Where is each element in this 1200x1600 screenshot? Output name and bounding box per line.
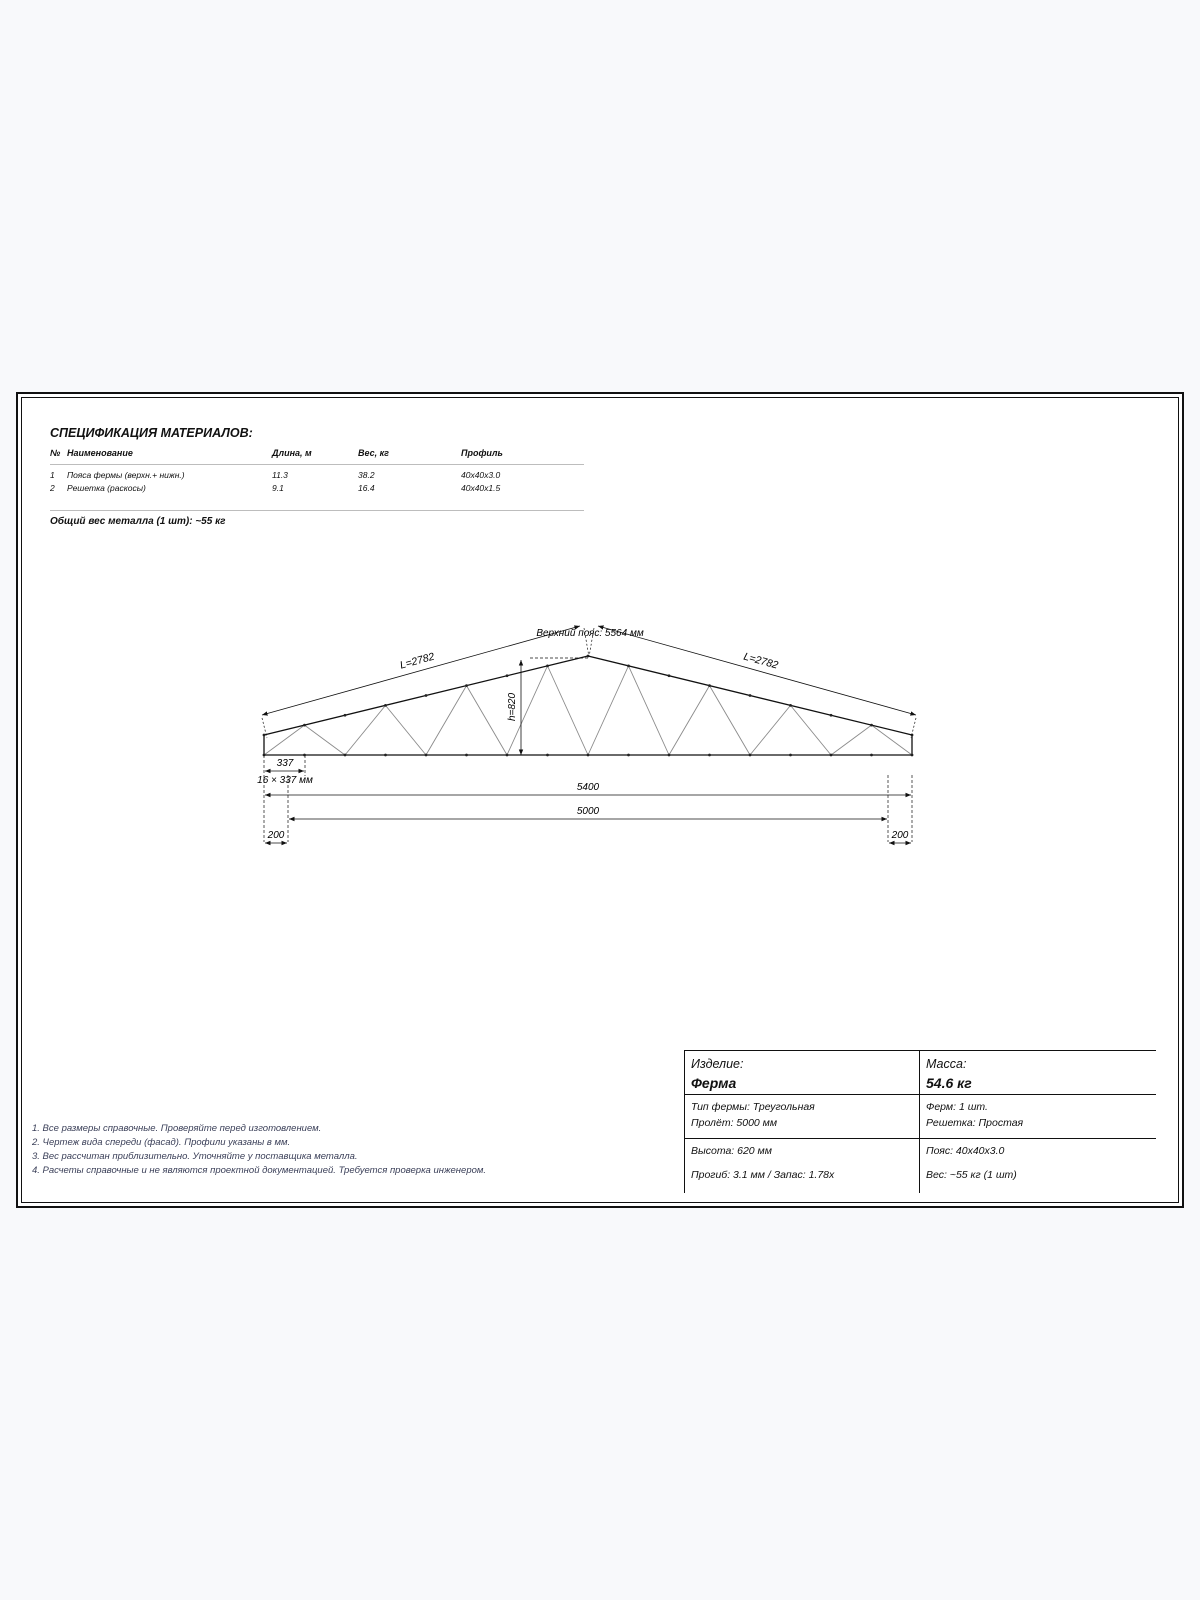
truss-node xyxy=(830,754,833,757)
truss-node xyxy=(384,754,387,757)
diagonal-member xyxy=(669,686,710,755)
height-label: h=820 xyxy=(507,692,518,722)
diagonal-member xyxy=(467,686,508,755)
left-slope-label: L=2782 xyxy=(398,650,436,672)
truss-node xyxy=(465,684,468,687)
title-block-type xyxy=(684,1094,919,1138)
left-slope-dimension xyxy=(262,626,580,715)
truss-chord: Пояс: 40x40x3.0 xyxy=(926,1145,1005,1157)
truss-node xyxy=(830,714,833,717)
title-block xyxy=(684,1050,1156,1193)
truss-node xyxy=(344,754,347,757)
spec-cell: 16.4 xyxy=(358,483,375,493)
truss-node xyxy=(789,754,792,757)
truss-node xyxy=(303,754,306,757)
truss-node xyxy=(344,714,347,717)
diagonal-member xyxy=(831,725,872,755)
title-block-height xyxy=(684,1138,919,1193)
total-length-label: 5400 xyxy=(576,782,600,793)
truss-node xyxy=(708,684,711,687)
spec-title: СПЕЦИФИКАЦИЯ МАТЕРИАЛОВ: xyxy=(50,426,253,440)
truss-node xyxy=(384,704,387,707)
diagonal-member xyxy=(588,666,629,755)
diagonal-member xyxy=(345,705,386,755)
title-block-mass xyxy=(919,1050,1156,1094)
notes xyxy=(32,1122,486,1178)
truss-node xyxy=(870,724,873,727)
diagonal-member xyxy=(305,725,346,755)
truss-node xyxy=(303,724,306,727)
spec-cell: 9.1 xyxy=(272,483,284,493)
spec-header-num: № xyxy=(50,448,61,458)
note-item: 2. Чертеж вида спереди (фасад). Профили указаны в мм. xyxy=(32,1137,291,1148)
note-item: 3. Вес рассчитан приблизительно. Уточняйте у поставщика металла. xyxy=(32,1151,358,1162)
spec-cell: 40x40x1.5 xyxy=(461,483,501,493)
truss-node xyxy=(911,754,914,757)
mass-value: 54.6 кг xyxy=(926,1075,972,1091)
diagonal-member xyxy=(548,666,589,755)
drawing-sheet xyxy=(16,392,1184,1208)
right-slope-label: L=2782 xyxy=(742,650,780,672)
spec-header-weight: Вес, кг xyxy=(358,448,389,458)
diagonal-member xyxy=(750,705,791,755)
diagonal-member xyxy=(791,705,832,755)
spec-cell: Пояса фермы (верхн.+ нижн.) xyxy=(67,470,185,480)
product-value: Ферма xyxy=(691,1075,737,1091)
truss-node xyxy=(870,754,873,757)
spec-total: Общий вес металла (1 шт): ~55 кг xyxy=(50,516,226,527)
truss-weight: Вес: ~55 кг (1 шт) xyxy=(926,1169,1017,1181)
truss-node xyxy=(668,754,671,757)
truss-node xyxy=(587,754,590,757)
mass-label: Масса: xyxy=(926,1057,967,1071)
truss-nodes xyxy=(263,655,914,757)
note-item: 1. Все размеры справочные. Проверяйте перед изготовлением. xyxy=(32,1123,322,1134)
spec-cell: 1 xyxy=(50,470,55,480)
truss-node xyxy=(465,754,468,757)
panels-label: 16 × 337 мм xyxy=(257,775,313,786)
truss-chords xyxy=(264,656,912,755)
truss-height: Высота: 620 мм xyxy=(691,1145,772,1157)
truss-node xyxy=(749,754,752,757)
spec-cell: 38.2 xyxy=(358,470,375,480)
note-item: 4. Расчеты справочные и не являются проектной документацией. Требуется проверка инженером. xyxy=(32,1165,487,1176)
truss-node xyxy=(506,674,509,677)
title-block-chord xyxy=(919,1138,1156,1193)
truss-node xyxy=(668,674,671,677)
truss-type: Тип фермы: Треугольная xyxy=(691,1101,815,1113)
right-overhang-label: 200 xyxy=(891,830,909,841)
left-overhang-label: 200 xyxy=(267,830,285,841)
truss-count: Ферм: 1 шт. xyxy=(926,1101,988,1113)
truss-lattice-type: Решетка: Простая xyxy=(926,1117,1024,1129)
truss-node xyxy=(546,664,549,667)
product-label: Изделие: xyxy=(691,1057,744,1071)
truss-node xyxy=(263,734,266,737)
spec-header-name: Наименование xyxy=(67,448,133,458)
spec-cell: 40x40x3.0 xyxy=(461,470,501,480)
spec-cell: 2 xyxy=(50,483,55,493)
diagonal-member xyxy=(710,686,751,755)
panel-label: 337 xyxy=(276,758,294,769)
truss-node xyxy=(425,754,428,757)
spec-cell: Решетка (раскосы) xyxy=(67,483,146,493)
truss-node xyxy=(708,754,711,757)
spec-header-profile: Профиль xyxy=(461,448,503,458)
truss-span: Пролёт: 5000 мм xyxy=(691,1117,778,1129)
top-chord-label: Верхний пояс: 5564 мм xyxy=(536,628,644,639)
spec-header-length: Длина, м xyxy=(272,448,312,458)
spec-cell: 11.3 xyxy=(272,470,288,480)
truss-node xyxy=(749,694,752,697)
diagonal-member xyxy=(426,686,467,755)
title-block-count xyxy=(919,1094,1156,1138)
truss-node xyxy=(627,754,630,757)
title-block-product xyxy=(684,1050,919,1094)
truss-node xyxy=(627,664,630,667)
truss-lattice xyxy=(264,666,912,755)
span-label: 5000 xyxy=(576,806,600,817)
truss-deflection: Прогиб: 3.1 мм / Запас: 1.78x xyxy=(691,1169,835,1181)
truss-node xyxy=(546,754,549,757)
truss-node xyxy=(789,704,792,707)
truss-node xyxy=(425,694,428,697)
diagonal-member xyxy=(629,666,670,755)
right-slope-extension xyxy=(911,718,916,738)
truss-node xyxy=(506,754,509,757)
diagonal-member xyxy=(386,705,427,755)
